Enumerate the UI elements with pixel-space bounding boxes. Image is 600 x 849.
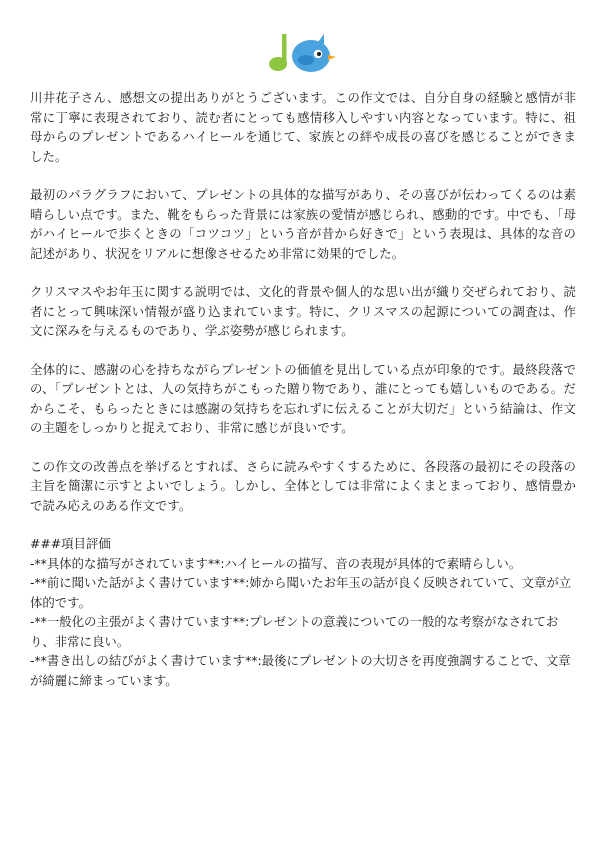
paragraph-4: 全体的に、感謝の心を持ちながらプレゼントの価値を見出している点が印象的です。最終段落での、「プレゼントとは、人の気持ちがこもった贈り物であり、誰にとっても嬉しいものである。だからこそ、もらったときには感謝の気持ちを忘れずに伝えることが大切だ」という結論は、作文の主題をしっかりと捉えており、非常に感じが良いです。	[30, 361, 576, 435]
evaluation-item: -**書き出しの結びがよく書けています**:最後にプレゼントの大切さを再度強調することで、文章が綺麗に締まっています。	[30, 653, 571, 688]
evaluation-item: -**具体的な描写がされています**:ハイヒールの描写、音の表現が具体的で素晴らしい。	[30, 555, 522, 571]
paragraph-3: クリスマスやお年玉に関する説明では、文化的背景や個人的な思い出が織り交ぜられており、読者にとって興味深い情報が盛り込まれています。特に、クリスマスの起源についての調査は、作文に深みを与えるものであり、学ぶ姿勢が感じられます。	[30, 284, 576, 338]
feedback-body	[30, 88, 576, 690]
paragraph-2: 最初のパラグラフにおいて、プレゼントの具体的な描写があり、その喜びが伝わってくるのは素晴らしい点です。また、靴をもらった背景には家族の愛情が感じられ、感動的です。中でも、「母がハイヒールで歩くときの「コツコツ」という音が昔から好きで」という表現は、具体的な音の記述があり、状況をリアルに想像させるため非常に効果的でした。	[30, 187, 576, 261]
section-heading: ###項目評価	[30, 536, 111, 551]
paragraph-1: 川井花子さん、感想文の提出ありがとうございます。この作文では、自分自身の経験と感情が非常に丁寧に表現されており、読む者にとっても感情移入しやすい内容となっています。特に、祖母からのプレゼントであるハイヒールを通じて、家族との絆や成長の喜びを感じることができました。	[30, 90, 576, 164]
bird-with-music-note-icon	[258, 30, 338, 80]
evaluation-item: -**一般化の主張がよく書けています**:プレゼントの意義についての一般的な考察がなされており、非常に良い。	[30, 614, 559, 649]
evaluation-item: -**前に聞いた話がよく書けています**:姉から聞いたお年玉の話が良く反映されていて、文章が立体的です。	[30, 575, 572, 610]
paragraph-5: この作文の改善点を挙げるとすれば、さらに読みやすくするために、各段落の最初にその段落の主旨を簡潔に示すとよいでしょう。しかし、全体としては非常によくまとまっており、感情豊かで読み応えのある作文です。	[30, 458, 576, 513]
